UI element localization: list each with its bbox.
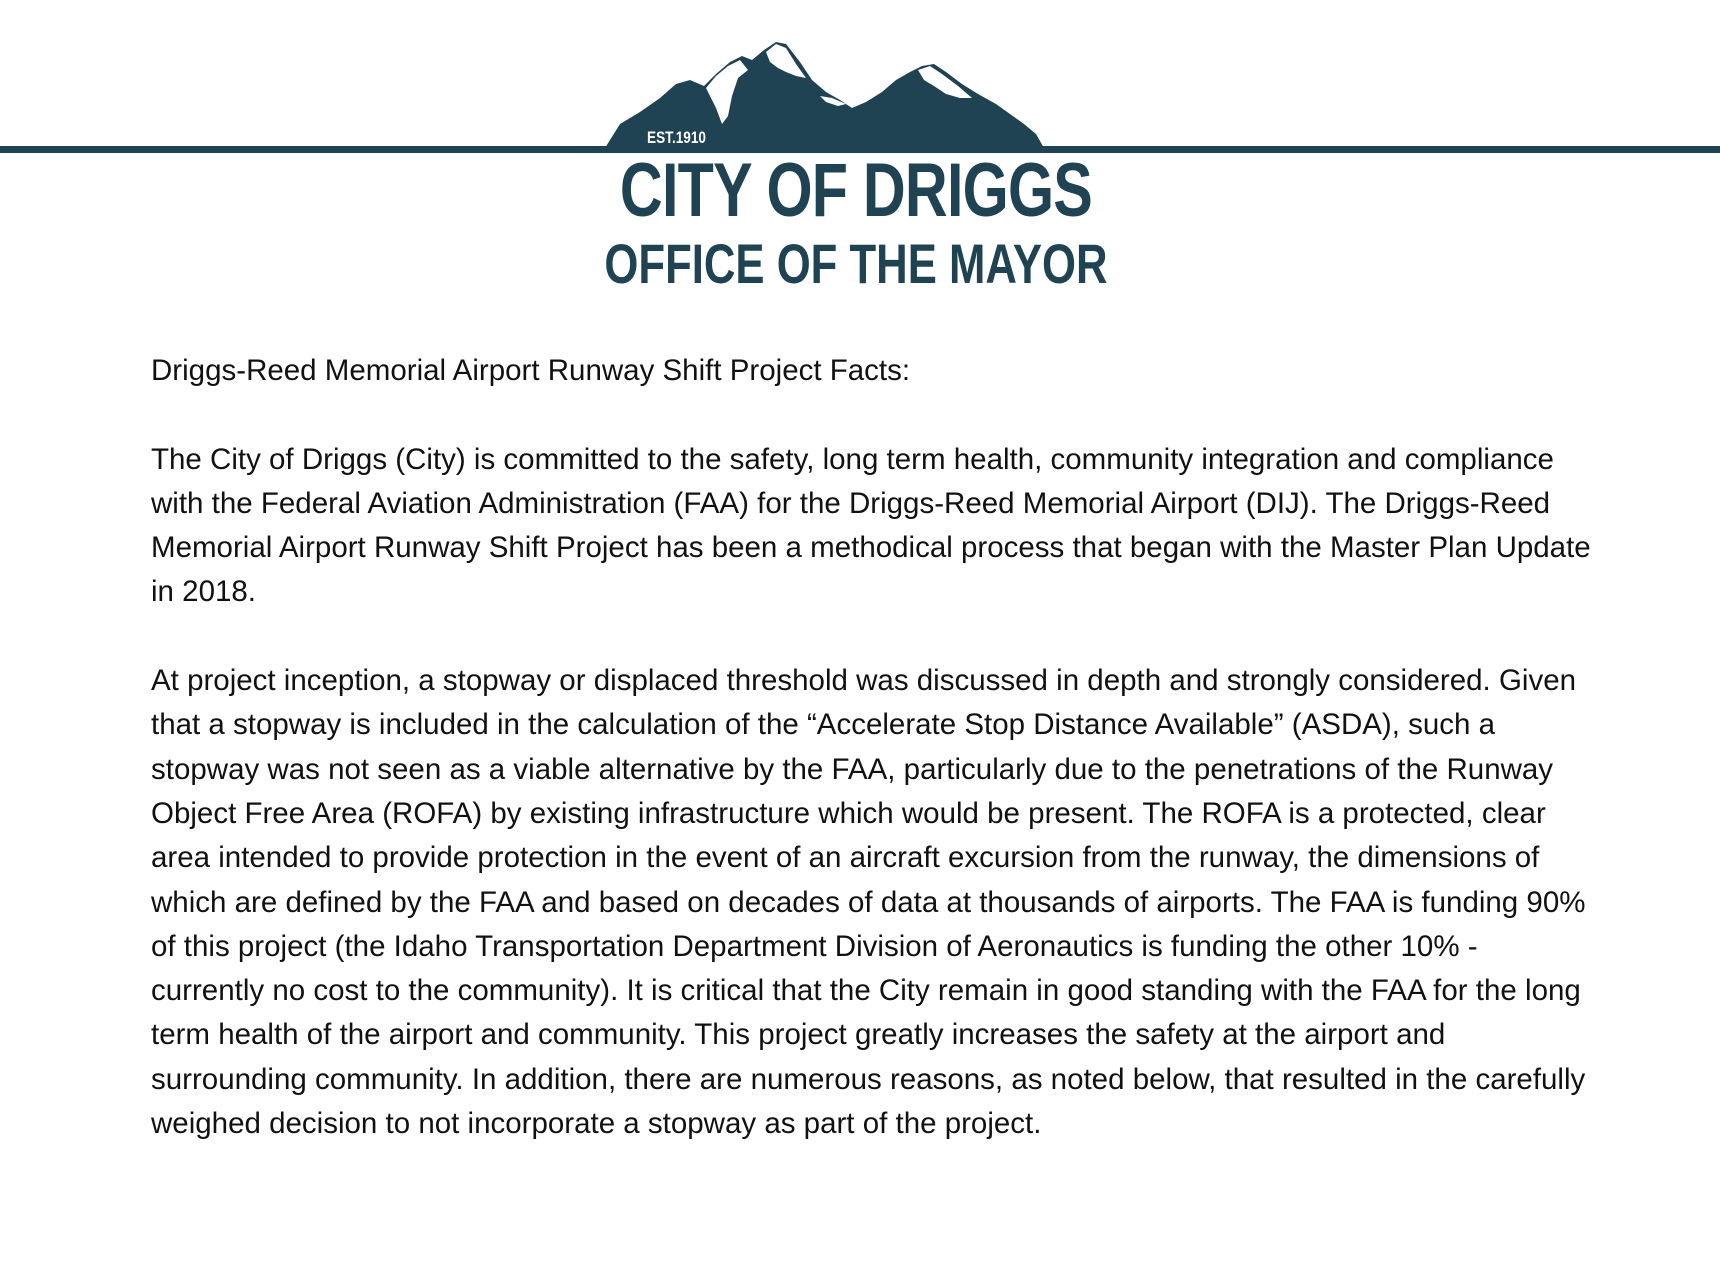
letterhead [0, 0, 1720, 300]
city-name-heading: CITY OF DRIGGS [619, 148, 1093, 233]
document-body [151, 349, 1591, 1191]
paragraph-stopway: At project inception, a stopway or displaced threshold was discussed in depth and strongly considered. Given that a stopway is included in the calculation of the “Accelerate Stop Distance Available” (ASDA), such a stopway was not seen as a viable alternative by the FAA, particularly due to the penetrations of the Runway Object Free Area (ROFA) by existing infrastructure which would be present. The ROFA is a protected, clear area intended to provide protection in the event of an aircraft excursion from the runway, the dimensions of which are defined by the FAA and based on decades of data at thousands of airports. The FAA is funding 90% of this project (the Idaho Transportation Department Division of Aeronautics is funding the other 10% - currently no cost to the community). It is critical that the City remain in good standing with the FAA for the long term health of the airport and community. This project greatly increases the safety at the airport and surrounding community. In addition, there are numerous reasons, as noted below, that resulted in the carefully weighed decision to not incorporate a stopway as part of the project. [151, 664, 1586, 1141]
document-title: Driggs-Reed Memorial Airport Runway Shift Project Facts: [151, 354, 911, 387]
office-name-heading: OFFICE OF THE MAYOR [604, 232, 1108, 295]
established-label: EST.1910 [647, 128, 706, 147]
paragraph-intro: The City of Driggs (City) is committed to the safety, long term health, community integration and compliance with the Federal Aviation Administration (FAA) for the Driggs-Reed Memorial Airport (DIJ). The Driggs-Reed Memorial Airport Runway Shift Project has been a methodical process that began with the Master Plan Update in 2018. [151, 442, 1591, 609]
